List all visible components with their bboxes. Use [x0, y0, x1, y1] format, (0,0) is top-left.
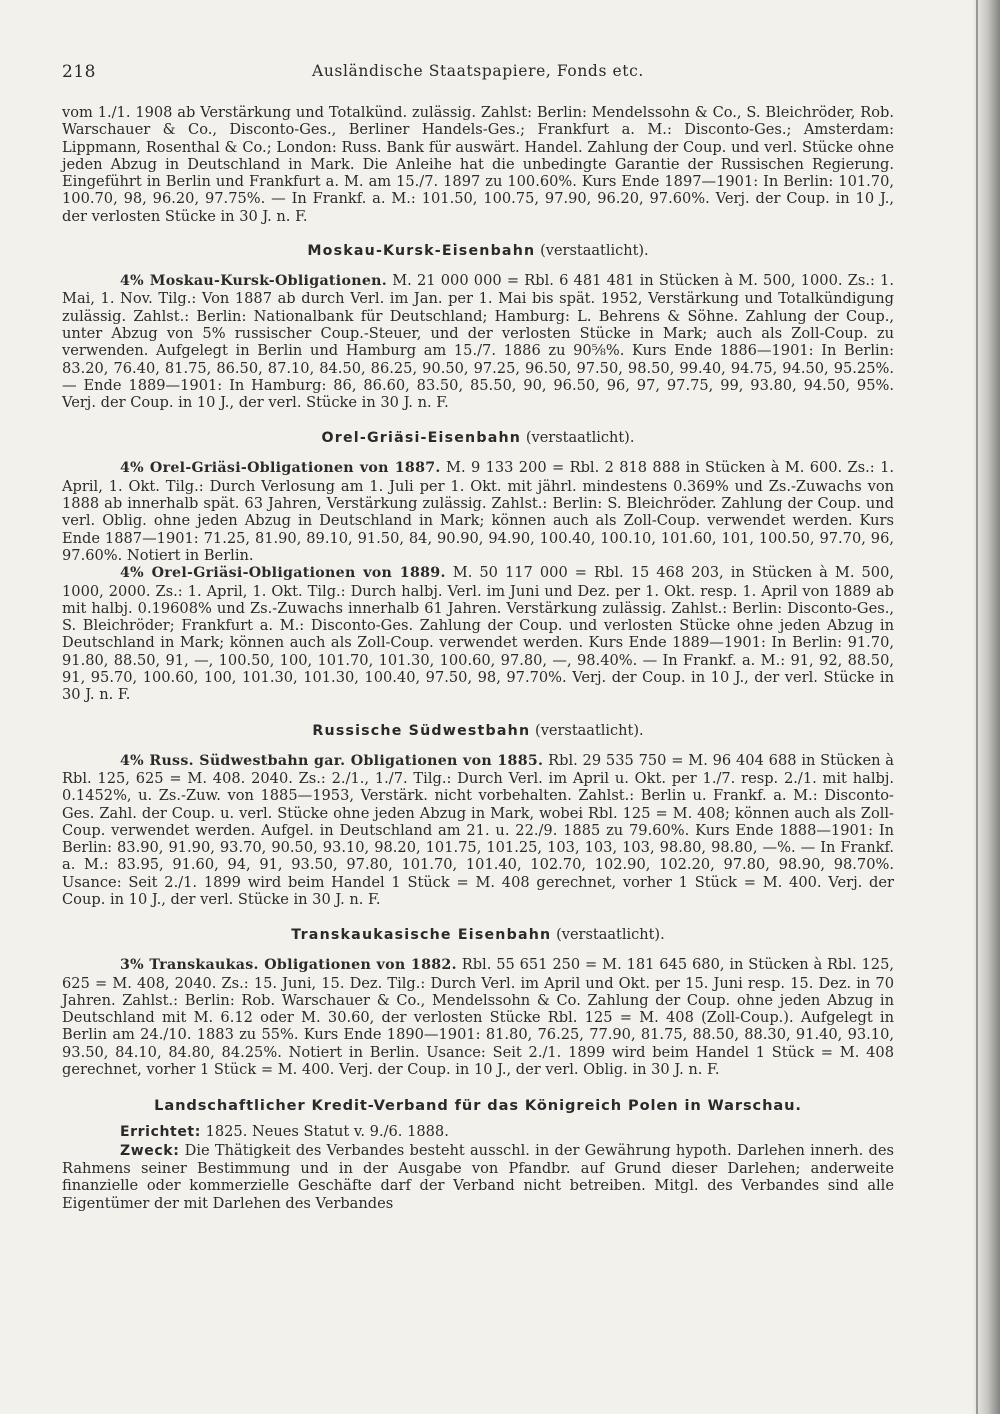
- bond-text: M. 50 117 000 = Rbl. 15 468 203, in Stücken à M. 500, 1000, 2000. Zs.: 1. April, 1. Okt. Tilg.: Durch halbj. Verl. im Juni und Dez. per 1. Okt. resp. 1. April von 1889 ab mit halbj. 0.19608% und Zs.-Zuwachs innerhalb 61 Jahren. Verstärkung zulässig. Zahlst.: Berlin: Disconto-Ges., S. Bleichröder; Frankfurt a. M.: Disconto-Ges. Zahlung der Coup. und verlosten Stücke ohne jeden Abzug in Deutschland in Mark; können auch als Zoll-Coup. verwendet werden. Kurs Ende 1889—1901: In Berlin: 91.70, 91.80, 88.50, 91, —, 100.50, 100, 101.70, 101.30, 100.60, 97.80, —, 98.40%. — In Frankf. a. M.: 91, 92, 88.50, 91, 95.70, 100.60, 100, 101.30, 101.30, 100.40, 97.50, 98, 97.70%. Verj. der Coup. in 10 J., der verl. Stücke in 30 J. n. F.: [62, 564, 895, 704]
- bond-paragraph: [62, 956, 894, 1078]
- bond-paragraph: [62, 752, 894, 909]
- page-edge-line: [976, 0, 978, 1414]
- bond-lead: 4% Orel-Griäsi-Obligationen von 1887.: [120, 460, 441, 477]
- zweck-paragraph: [62, 1142, 894, 1212]
- bond-paragraph: [62, 564, 894, 703]
- section-note: (verstaatlicht).: [556, 927, 665, 944]
- bond-text: M. 9 133 200 = Rbl. 2 818 888 in Stücken à M. 600. Zs.: 1. April, 1. Okt. Tilg.: Durch Verlosung am 1. Juli per 1. Okt. mit jährl. mindestens 0.369% und Zs.-Zuwachs von 1888 ab innerhalb spät. 63 Jahren, Verstärkung zulässig. Zahlst.: Berlin: S. Bleichröder. Zahlung der Coup. und verl. Oblig. ohne jeden Abzug in Deutschland in Mark; können auch als Zoll-Coup. verwendet werden. Kurs Ende 1887—1901: 71.25, 81.90, 89.10, 91.50, 84, 90.90, 94.90, 100.40, 100.10, 101.60, 101, 100.50, 97.70, 96, 97.60%. Notiert in Berlin.: [62, 459, 894, 564]
- bond-lead: 3% Transkaukas. Obligationen von 1882.: [120, 957, 457, 974]
- page-body: [62, 104, 894, 1212]
- zweck-text: Die Thätigkeit des Verbandes besteht ausschl. in der Gewährung hypoth. Darlehen innerh. des Rahmens seiner Bestimmung und in der Ausgabe von Pfandbr. auf Grund dieser Darlehen; anderweite finanzielle oder kommerzielle Geschäfte darf der Verband nicht betreiben. Mitgl. des Verbandes sind alle Eigentümer der mit Darlehen des Verbandes: [62, 1141, 895, 1212]
- section-title: Russische Südwestbahn: [312, 722, 531, 739]
- section-heading-orel: [62, 428, 894, 447]
- section-note: (verstaatlicht).: [535, 722, 644, 739]
- bond-text: Rbl. 29 535 750 = M. 96 404 688 in Stücken à Rbl. 125, 625 = M. 408. 2040. Zs.: 2./1., 1./7. Tilg.: Durch Verl. im April u. Okt. per 1./7. resp. 2./1. mit halbj. 0.1452%, u. Zs.-Zuw. von 1885—1953, Verstärk. nicht vorbehalten. Zahlst.: Berlin u. Frankf. a. M.: Disconto-Ges. Zahl. der Coup. u. verl. Stücke ohne jeden Abzug in Mark, wobei Rbl. 125 = M. 408; können auch als Zoll-Coup. verwendet werden. Aufgel. in Deutschland am 21. u. 22./9. 1885 zu 79.60%. Kurs Ende 1888—1901: In Berlin: 83.90, 91.90, 93.70, 90.50, 93.10, 98.20, 101.75, 101.25, 103, 103, 103, 98.80, 98.80, —%. — In Frankf. a. M.: 83.95, 91.60, 94, 91, 93.50, 97.80, 101.70, 101.40, 102.70, 102.90, 102.20, 97.80, 98.90, 98.70%. Usance: Seit 2./1. 1899 wird beim Handel 1 Stück = M. 408 gerechnet, vorher 1 Stück = M. 400. Verj. der Coup. in 10 J., der verl. Stücke in 30 J. n. F.: [62, 751, 895, 908]
- bond-text: M. 21 000 000 = Rbl. 6 481 481 in Stücken à M. 500, 1000. Zs.: 1. Mai, 1. Nov. Tilg.: Von 1887 ab durch Verl. im Jan. per 1. Mai bis spät. 1952, Verstärkung und Totalkündigung zulässig. Zahlst.: Berlin: Nationalbank für Deutschland; Hamburg: L. Behrens & Söhne. Zahlung der Coup., unter Abzug von 5% russischer Coup.-Steuer, und der verlosten Stücke in Mark; auch als Zoll-Coup. zu verwenden. Aufgelegt in Berlin und Hamburg am 15./7. 1886 zu 90⅝%. Kurs Ende 1886—1901: In Berlin: 83.20, 76.40, 81.75, 86.50, 87.10, 84.50, 86.25, 90.50, 97.25, 96.50, 97.50, 98.50, 99.40, 94.75, 94.50, 95.25%. — Ende 1889—1901: In Hamburg: 86, 86.60, 83.50, 85.50, 90, 96.50, 96, 97, 97.75, 99, 93.80, 94.50, 95%. Verj. der Coup. in 10 J., der verl. Stücke in 30 J. n. F.: [62, 272, 894, 412]
- running-title: Ausländische Staatspapiere, Fonds etc.: [312, 62, 644, 80]
- page-header: [62, 62, 894, 86]
- zweck-label: Zweck:: [120, 1142, 180, 1159]
- section-heading-sudwest: [62, 721, 894, 740]
- bond-lead: 4% Russ. Südwestbahn gar. Obligationen von 1885.: [120, 752, 544, 769]
- errichtet-text: 1825. Neues Statut v. 9./6. 1888.: [205, 1123, 449, 1141]
- bond-paragraph: [62, 272, 894, 411]
- errichtet-label: Errichtet:: [120, 1124, 201, 1141]
- intro-paragraph: vom 1./1. 1908 ab Verstärkung und Totalkünd. zulässig. Zahlst: Berlin: Mendelssohn & Co., S. Bleichröder, Rob. Warschauer & Co., Disconto-Ges., Berliner Handels-Ges.; Frankfurt a. M.: Disconto-Ges.; Amsterdam: Lippmann, Rosenthal & Co.; London: Russ. Bank für auswärt. Handel. Zahlung der Coup. und verl. Stücke ohne jeden Abzug in Deutschland in Mark. Die Anleihe hat die unbedingte Garantie der Russischen Regierung. Eingeführt in Berlin und Frankfurt a. M. am 15./7. 1897 zu 100.60%. Kurs Ende 1897—1901: In Berlin: 101.70, 100.70, 98, 96.20, 97.75%. — In Frankf. a. M.: 101.50, 100.75, 97.90, 96.20, 97.60%. Verj. der Coup. in 10 J., der verlosten Stücke in 30 J. n. F.: [62, 104, 894, 225]
- section-title: Moskau-Kursk-Eisenbahn: [307, 243, 536, 260]
- bond-paragraph: [62, 459, 894, 564]
- bond-text: Rbl. 55 651 250 = M. 181 645 680, in Stücken à Rbl. 125, 625 = M. 408, 2040. Zs.: 15. Juni, 15. Dez. Tilg.: Durch Verl. im April und Okt. per 15. Juni resp. 15. Dez. in 70 Jahren. Zahlst.: Berlin: Rob. Warschauer & Co., Mendelssohn & Co. Zahlung der Coup. ohne jeden Abzug in Deutschland mit M. 6.12 oder M. 30.60, der verlosten Stücke Rbl. 125 = M. 408 (Zoll-Coup.). Aufgelegt in Berlin am 24./10. 1883 zu 55%. Kurs Ende 1890—1901: 81.80, 76.25, 77.90, 81.75, 88.50, 88.30, 91.40, 93.10, 93.50, 84.10, 84.80, 84.25%. Notiert in Berlin. Usance: Seit 2./1. 1899 wird beim Handel 1 Stück = M. 408 gerechnet, vorher 1 Stück = M. 400. Verj. der Coup. in 10 J., der verl. Oblig. in 30 J. n. F.: [62, 956, 894, 1079]
- page-number: 218: [62, 62, 96, 82]
- section-heading-moskau: [62, 241, 894, 260]
- section-title: Orel-Griäsi-Eisenbahn: [321, 430, 522, 447]
- section-note: (verstaatlicht).: [525, 430, 635, 447]
- bond-lead: 4% Moskau-Kursk-Obligationen.: [120, 273, 388, 290]
- section-note: (verstaatlicht).: [540, 243, 649, 260]
- bond-lead: 4% Orel-Griäsi-Obligationen von 1889.: [120, 565, 446, 582]
- errichtet-paragraph: [62, 1123, 894, 1141]
- section-title: Transkaukasische Eisenbahn: [291, 927, 552, 944]
- section-heading-landschaft: Landschaftlicher Kredit-Verband für das Königreich Polen in Warschau.: [154, 1097, 802, 1115]
- section-heading-transkauk: [62, 925, 894, 944]
